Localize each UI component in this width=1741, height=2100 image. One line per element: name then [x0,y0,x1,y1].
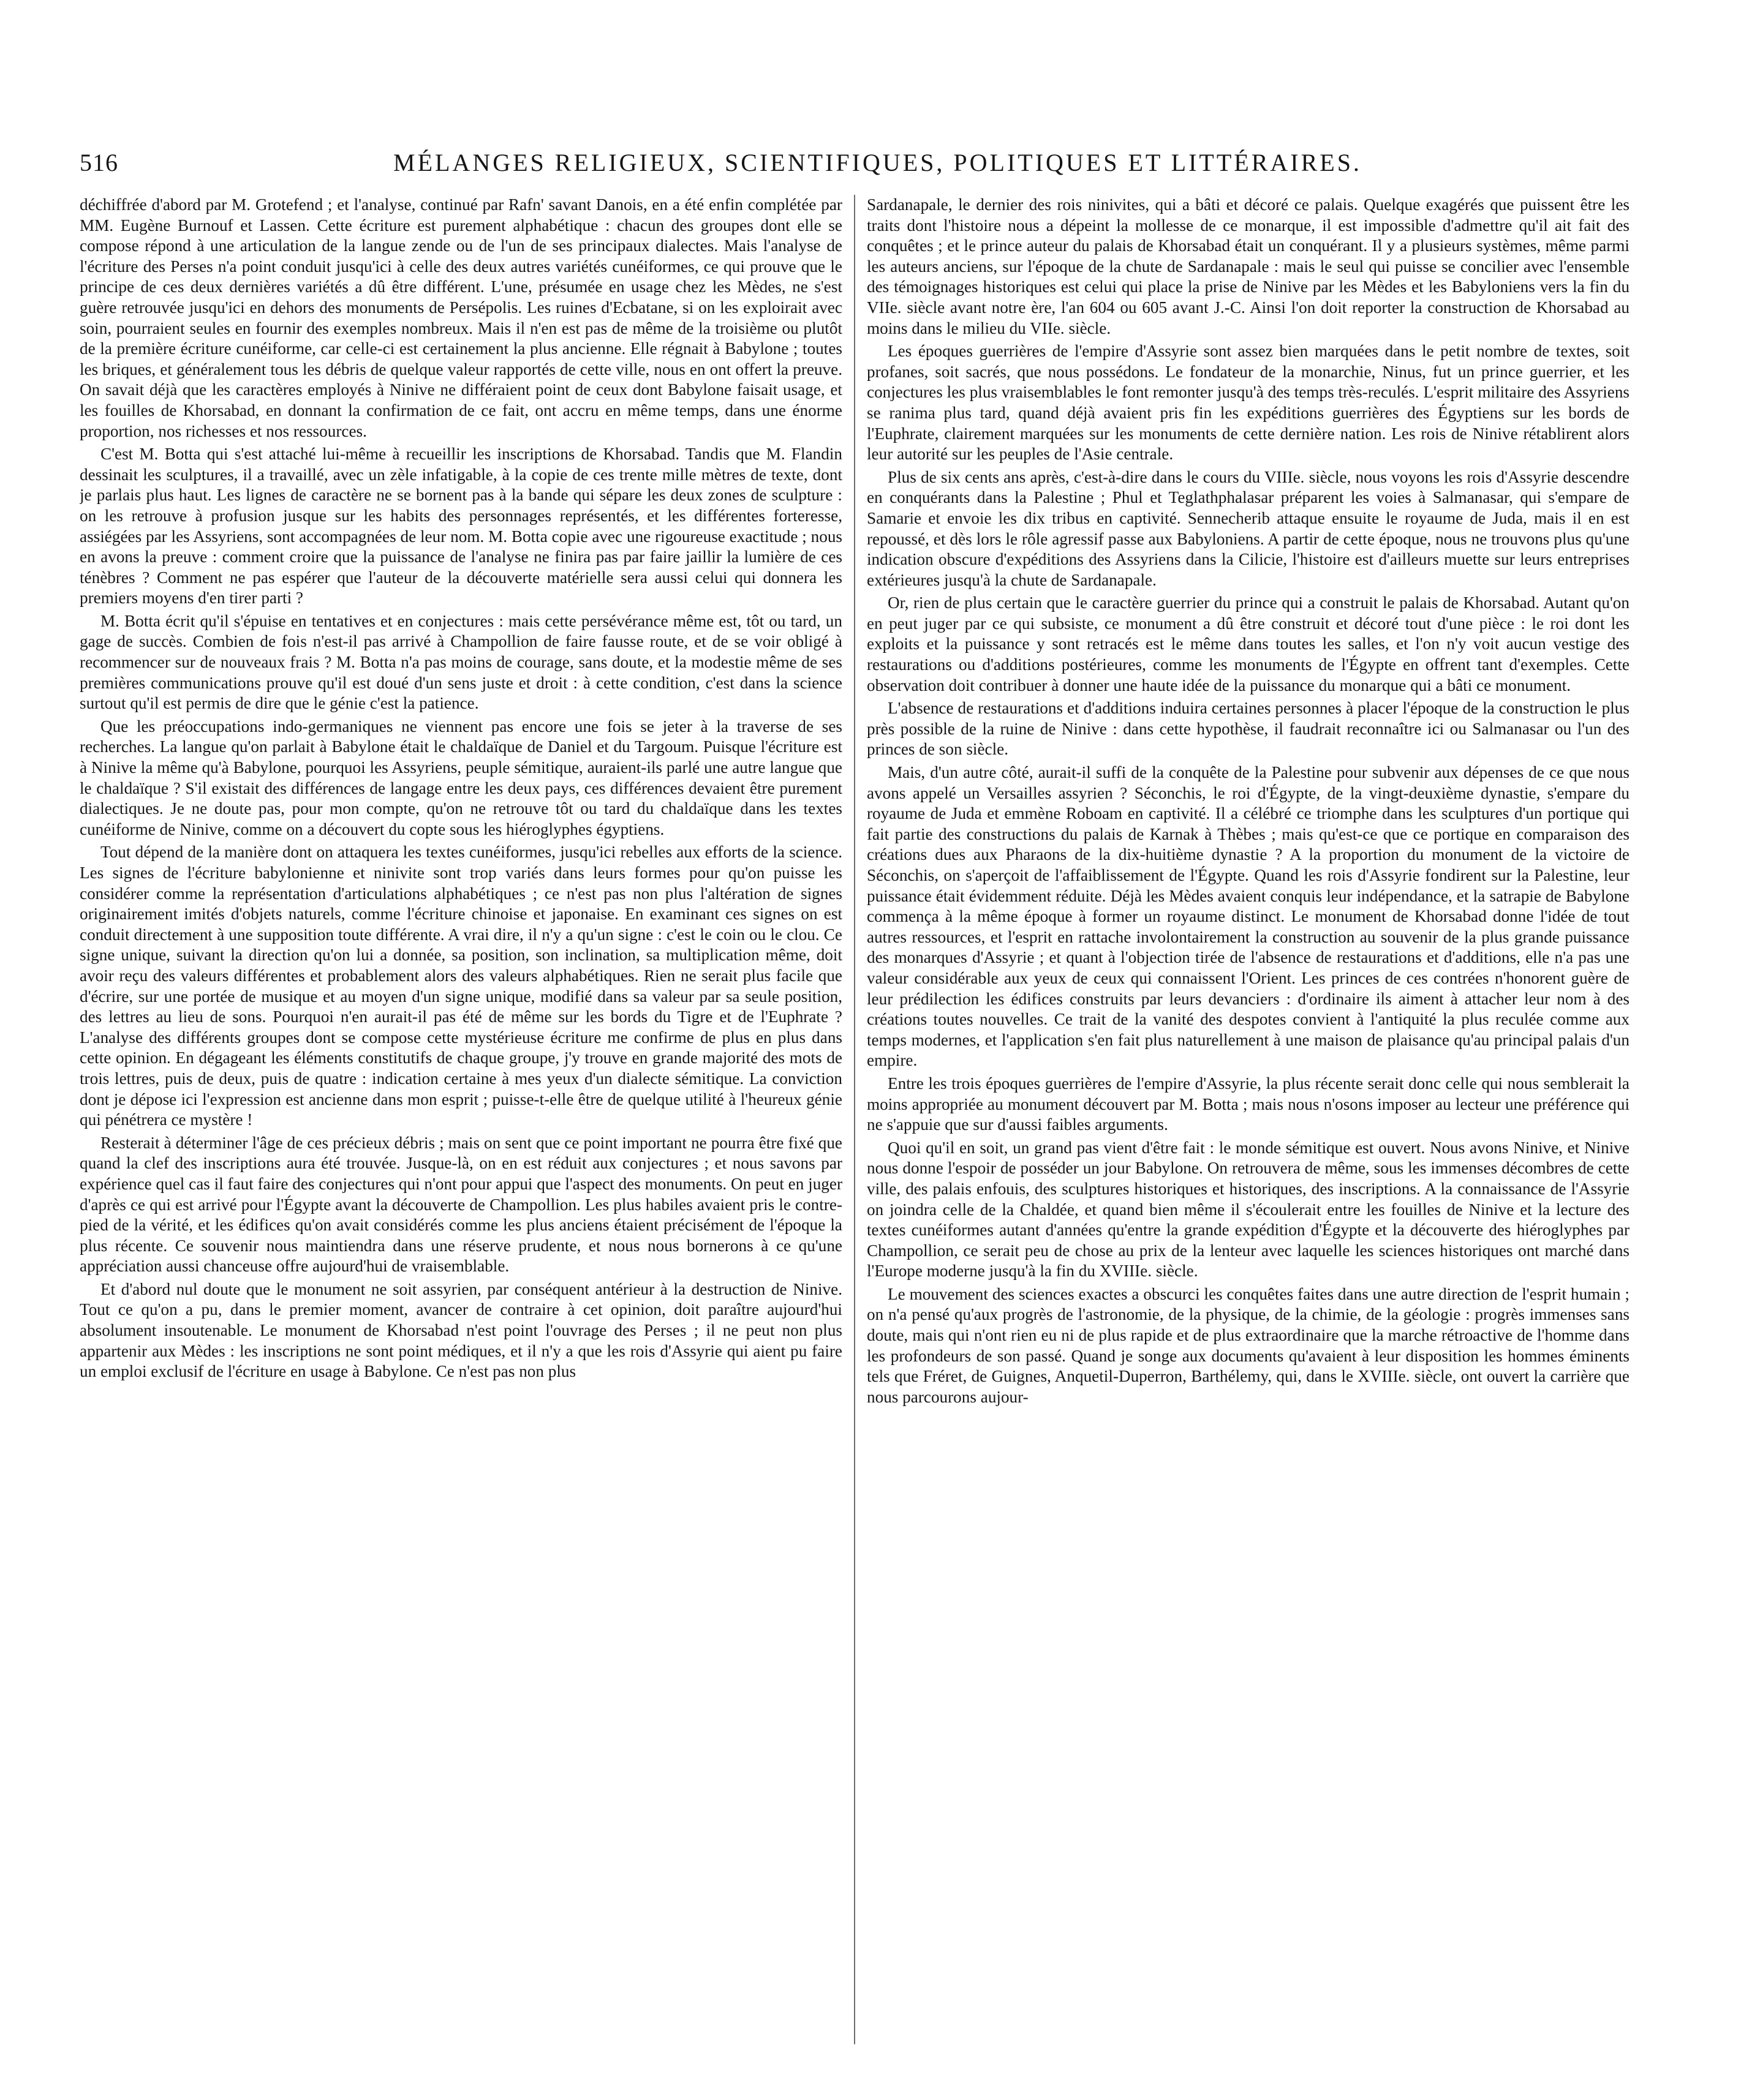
right-column [867,195,1630,2069]
column-divider [854,195,855,2044]
paragraph: Mais, d'un autre côté, aurait-il suffi de la conquête de la Palestine pour subvenir aux dépenses de ce que nous avons appelé un Versailles assyrien ? Séconchis, le roi d'Égypte, de la vingt-deuxième dynastie, s'empare du royaume de Juda et emmène Roboam en captivité. Il a célébré ce triomphe dans les sculptures d'un portique qui fait partie des constructions du palais de Karnak à Thèbes ; mais qu'est-ce que ce portique en comparaison des créations dues aux Pharaons de la dix-huitième dynastie ? A la proportion du monument de la victoire de Séconchis, on s'aperçoit de l'affaiblissement de l'Égypte. Quand les rois d'Assyrie fondirent sur la Palestine, leur puissance était évidemment réduite. Déjà les Mèdes avaient conquis leur indépendance, et la satrapie de Babylone commença à la même époque à former un royaume distinct. Le monument de Khorsabad donne l'idée de tout autres ressources, et l'esprit en rattache involontairement la construction au souvenir de la plus grande puissance des monarques d'Assyrie ; et quant à l'objection tirée de l'absence de restaurations et d'additions, elle n'a pas une valeur considérable aux yeux de ceux qui connaissent l'Orient. Les princes de ces contrées n'honorent guère de leur prédilection les édifices construits par leurs devanciers : d'ordinaire ils aiment à attacher leur nom à des créations toutes nouvelles. Ce trait de la vanité des despotes convient à l'antiquité la plus reculée comme aux temps modernes, et l'application s'en fait plus naturellement à une maison de plaisance qu'au principal palais d'un empire. [867,763,1630,1070]
paragraph: déchiffrée d'abord par M. Grotefend ; et l'analyse, continué par Rafn' savant Danois, en a été enfin complétée par MM. Eugène Burnouf et Lassen. Cette écriture est purement alphabétique : chacun des groupes dont elle se compose répond à une articulation de la langue zende ou de l'un de ses principaux dialectes. Mais l'analyse de l'écriture des Perses n'a point conduit jusqu'ici à celle des deux autres variétés cunéiformes, ce qui prouve que le principe de ces deux dernières variétés a dû être différent. L'une, présumée en usage chez les Mèdes, ne s'est guère retrouvée jusqu'ici en dehors des monuments de Persépolis. Les ruines d'Ecbatane, si on les exploirait avec soin, pourraient seules en fournir des exemples nombreux. Mais il n'en est pas de même de la troisième ou plutôt de la première écriture cunéiforme, car celle-ci est certainement la plus ancienne. Elle régnait à Babylone ; toutes les briques, et généralement tous les débris de quelque valeur rapportés de cette ville, nous en ont offert la preuve. On savait déjà que les caractères employés à Ninive ne différaient point de ceux dont Babylone faisait usage, et les fouilles de Khorsabad, en donnant la confirmation de ce fait, ont accru en même temps, dans une énorme proportion, nos richesses et nos ressources. [80,195,842,440]
page-header [75,142,1362,181]
paragraph: C'est M. Botta qui s'est attaché lui-même à recueillir les inscriptions de Khorsabad. Tandis que M. Flandin dessinait les sculptures, il a travaillé, avec un zèle infatigable, à la copie de ces trente mille mètres de texte, dont je parlais plus haut. Les lignes de caractère ne se bornent pas à la bande qui sépare les deux zones de sculpture : on les retrouve à profusion jusque sur les habits des personnages représentés, et les différentes forteresse, assiégées par les Assyriens, sont accompagnées de leur nom. M. Botta copie avec une rigoureuse exactitude ; nous en avons la preuve : comment croire que la puissance de l'analyse ne finira pas par faire jaillir la lumière de ces ténèbres ? Comment ne pas espérer que l'auteur de la découverte matérielle sera aussi celui qui donnera les premiers moyens d'en tirer parti ? [80,445,842,608]
paragraph: Quoi qu'il en soit, un grand pas vient d'être fait : le monde sémitique est ouvert. Nous avons Ninive, et Ninive nous donne l'espoir de posséder un jour Babylone. On retrouvera de même, sous les immenses décombres de cette ville, des palais enfouis, des sculptures historiques et historiques, des inscriptions. A la connaissance de l'Assyrie on joindra celle de la Chaldée, et quand bien même il s'écoulerait entre les fouilles de Ninive et la lecture des textes cunéiformes autant d'années qu'entre la grande expédition d'Égypte et la découverte des hiéroglyphes par Champollion, ce serait peu de chose au prix de la lenteur avec laquelle les sciences historiques ont marché dans l'Europe moderne jusqu'à la fin du XVIIIe. siècle. [867,1138,1630,1281]
paragraph: Or, rien de plus certain que le caractère guerrier du prince qui a construit le palais de Khorsabad. Autant qu'on en peut juger par ce qui subsiste, ce monument a dû être construit et décoré tout d'une pièce : le roi dont les exploits et la puissance y sont retracés est le même dans toutes les salles, et l'on n'y voit aucun vestige des restaurations ou d'additions postérieures, comme les monuments de l'Égypte en offrent tant d'exemples. Cette observation doit contribuer à donner une haute idée de la puissance du monarque qui a bâti ce monument. [867,593,1630,694]
left-column [80,195,842,2069]
paragraph: Tout dépend de la manière dont on attaquera les textes cunéiformes, jusqu'ici rebelles aux efforts de la science. Les signes de l'écriture babylonienne et ninivite sont trop variés dans leurs formes pour qu'on puisse les considérer comme la représentation d'articulations alphabétiques ; ce n'est pas non plus l'altération de signes originairement imités d'objets naturels, comme l'écriture chinoise et japonaise. En examinant ces signes on est conduit directement à une supposition toute différente. A vrai dire, il n'y a qu'un signe : c'est le coin ou le clou. Ce signe unique, suivant la direction qu'on lui a donnée, sa position, son inclination, sa multiplication même, doit avoir reçu des valeurs différentes et probablement alors des valeurs alphabétiques. Rien ne serait plus facile que d'écrire, sur une portée de musique et au moyen d'un signe unique, modifié dans sa valeur par sa seule position, des lettres au lieu de sons. Pourquoi n'en aurait-il pas été de même sur les bords du Tigre et de l'Euphrate ? L'analyse des différents groupes dont se compose cette mystérieuse écriture me confirme de plus en plus dans cette opinion. En dégageant les éléments constitutifs de chaque groupe, j'y trouve en grande majorité des mots de trois lettres, puis de deux, puis de quatre : indication certaine à mes yeux d'un dialecte sémitique. La conviction dont je dépose ici l'expression est ancienne dans mon esprit ; puisse-t-elle être de quelque utilité à l'heureux génie qui pénétrera ce mystère ! [80,843,842,1129]
paragraph: Les époques guerrières de l'empire d'Assyrie sont assez bien marquées dans le petit nombre de textes, soit profanes, soit sacrés, que nous possédons. Le fondateur de la monarchie, Ninus, fut un prince guerrier, et les conjectures les plus vraisemblables le font remonter jusqu'à des temps très-reculés. L'esprit militaire des Assyriens se ranima plus tard, quand déjà avaient pris fin les expéditions guerrières des Égyptiens sur les bords de l'Euphrate, clairement marquées sur les monuments de cette dernière nation. Les rois de Ninive rétablirent alors leur autorité sur les peuples de l'Asie centrale. [867,342,1630,464]
paragraph: Sardanapale, le dernier des rois ninivites, qui a bâti et décoré ce palais. Quelque exagérés que puissent être les traits dont l'histoire nous a dépeint la mollesse de ce monarque, il est impossible d'admettre qu'il ait fait des conquêtes ; et le prince auteur du palais de Khorsabad était un conquérant. Il y a plusieurs systèmes, même parmi les auteurs anciens, sur l'époque de la chute de Sardanapale : mais le seul qui puisse se concilier avec l'ensemble des témoignages historiques est celui qui place la prise de Ninive par les Mèdes et les Babyloniens vers la fin du VIIe. siècle avant notre ère, l'an 604 ou 605 avant J.-C. Ainsi l'on doit reporter la construction de Khorsabad au moins dans le milieu du VIIe. siècle. [867,195,1630,337]
paragraph: L'absence de restaurations et d'additions induira certaines personnes à placer l'époque de la construction le plus près possible de la ruine de Ninive : dans cette hypothèse, il faudrait reconnaître ici ou Salmanasar ou l'un des princes de son siècle. [867,699,1630,759]
paragraph: Entre les trois époques guerrières de l'empire d'Assyrie, la plus récente serait donc celle qui nous semblerait la moins appropriée au monument découvert par M. Botta ; mais nous n'osons imposer au lecteur une préférence qui ne s'appuie que sur d'aussi faibles arguments. [867,1074,1630,1134]
paragraph: Plus de six cents ans après, c'est-à-dire dans le cours du VIIIe. siècle, nous voyons les rois d'Assyrie descendre en conquérants dans la Palestine ; Phul et Teglathphalasar préparent les voies à Salmanasar, qui s'empare de Samarie et envoie les dix tribus en captivité. Sennecherib attaque ensuite le royaume de Juda, mais il en est repoussé, et dès lors le rôle agressif passe aux Babyloniens. A partir de cette époque, nous ne trouvons plus qu'une indication obscure d'expéditions des Assyriens dans la Cilicie, l'histoire est d'ailleurs muette sur leurs entreprises extérieures jusqu'à la chute de Sardanapale. [867,467,1630,589]
paragraph: M. Botta écrit qu'il s'épuise en tentatives et en conjectures : mais cette persévérance même est, tôt ou tard, un gage de succès. Combien de fois n'est-il pas arrivé à Champollion de faire fausse route, et de se voir obligé à recommencer sur de nouveaux frais ? M. Botta n'a pas moins de courage, sans doute, et la modestie même de ses premières communications prouve qu'il est doué d'un sens juste et droit : à cette condition, c'est dans la science surtout qu'il est permis de dire que le génie c'est la patience. [80,611,842,713]
paragraph: Et d'abord nul doute que le monument ne soit assyrien, par conséquent antérieur à la destruction de Ninive. Tout ce qu'on a pu, dans le premier moment, avancer de contraire à cet opinion, doit paraître aujourd'hui absolument insoutenable. Le monument de Khorsabad n'est point l'ouvrage des Perses ; il ne peut non plus appartenir aux Mèdes : les inscriptions ne sont point médiques, et il n'y a que les rois d'Assyrie qui aient pu faire un emploi exclusif de l'écriture en usage à Babylone. Ce n'est pas non plus [80,1279,842,1381]
running-title: MÉLANGES RELIGIEUX, SCIENTIFIQUES, POLITIQUES ET LITTÉRAIRES. [393,149,1362,176]
text-columns [80,195,1630,2069]
paragraph: Resterait à déterminer l'âge de ces précieux débris ; mais on sent que ce point important ne pourra être fixé que quand la clef des inscriptions aura été trouvée. Jusque-là, on en est réduit aux conjectures ; et nous savons par expérience quel cas il faut faire des conjectures qui n'ont pour appui que l'aspect des monuments. On peut en juger d'après ce qui est arrivé pour l'Égypte avant la découverte de Champollion. Les plus habiles avaient pris le contre-pied de la vérité, et les édifices qu'on avait considérés comme les plus anciens étaient précisément de l'époque la plus récente. Ce souvenir nous maintiendra dans une réserve prudente, et nous nous bornerons à ce qu'une appréciation aussi chanceuse offre aujourd'hui de vraisemblable. [80,1133,842,1276]
paragraph: Le mouvement des sciences exactes a obscurci les conquêtes faites dans une autre direction de l'esprit humain ; on n'a pensé qu'aux progrès de l'astronomie, de la physique, de la chimie, de la géologie : progrès immenses sans doute, mais qui n'ont rien eu ni de plus rapide et de plus extraordinaire que la marche rétroactive de l'homme dans les profondeurs de son passé. Quand je songe aux documents qu'avaient à leur disposition les hommes éminents tels que Fréret, de Guignes, Anquetil-Duperron, Barthélemy, qui, dans le XVIIIe. siècle, ont ouvert la carrière que nous parcourons aujour- [867,1284,1630,1406]
page-number: 516 [80,149,118,176]
paragraph: Que les préoccupations indo-germaniques ne viennent pas encore une fois se jeter à la traverse de ses recherches. La langue qu'on parlait à Babylone était le chaldaïque de Daniel et du Targoum. Puisque l'écriture est à Ninive la même qu'à Babylone, pourquoi les Assyriens, peuple sémitique, auraient-ils parlé une autre langue que le chaldaïque ? S'il existait des différences de langage entre les deux pays, ces différences devaient être purement dialectiques. Je ne doute pas, pour mon compte, qu'on ne retrouve tôt ou tard du chaldaïque dans les textes cunéiforme de Ninive, comme on a découvert du copte sous les hiéroglyphes égyptiens. [80,717,842,838]
